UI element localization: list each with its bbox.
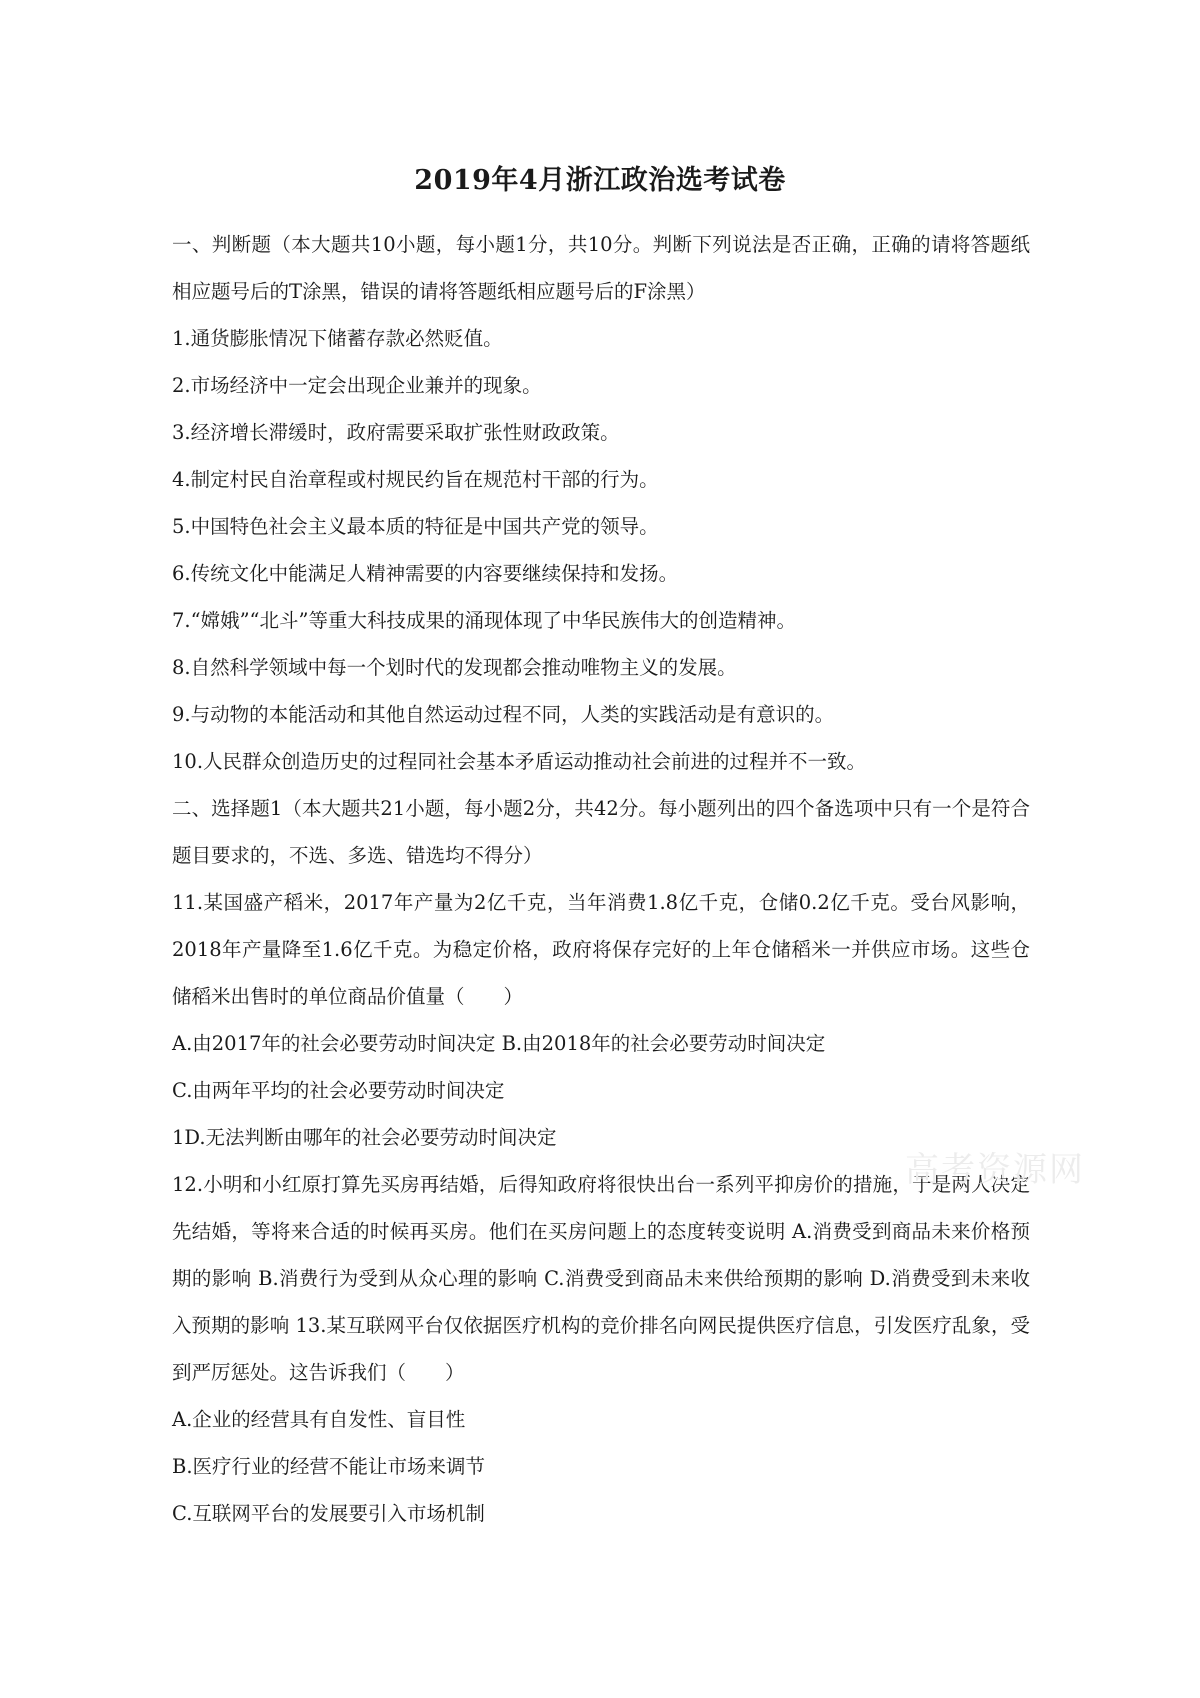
question-6: 6.传统文化中能满足人精神需要的内容要继续保持和发扬。: [172, 562, 679, 585]
watermark: 高考资源网: [905, 1150, 1085, 1190]
document-body: [172, 221, 1030, 1537]
question-2: 2.市场经济中一定会出现企业兼并的现象。: [172, 374, 542, 397]
section-2-heading: 二、选择题1（本大题共21小题，每小题2分，共42分。每小题列出的四个备选项中只有一个是符合题目要求的，不选、多选、错选均不得分）: [172, 797, 1030, 867]
section-1-heading: 一、判断题（本大题共10小题，每小题1分，共10分。判断下列说法是否正确，正确的请将答题纸相应题号后的T涂黑，错误的请将答题纸相应题号后的F涂黑）: [172, 233, 1030, 303]
question-11: 11.某国盛产稻米，2017年产量为2亿千克，当年消费1.8亿千克，仓储0.2亿千克。受台风影响，2018年产量降至1.6亿千克。为稳定价格，政府将保存完好的上年仓储稻米一并供应市场。这些仓储稻米出售时的单位商品价值量（ ）: [172, 891, 1030, 1008]
question-4: 4.制定村民自治章程或村规民约旨在规范村干部的行为。: [172, 468, 659, 491]
question-13-option-c: C.互联网平台的发展要引入市场机制: [172, 1502, 485, 1525]
question-7: 7.“嫦娥”“北斗”等重大科技成果的涌现体现了中华民族伟大的创造精神。: [172, 609, 796, 632]
question-5: 5.中国特色社会主义最本质的特征是中国共产党的领导。: [172, 515, 659, 538]
question-11-option-d: 1D.无法判断由哪年的社会必要劳动时间决定: [172, 1126, 557, 1149]
question-13-option-b: B.医疗行业的经营不能让市场来调节: [172, 1455, 486, 1478]
question-1: 1.通货膨胀情况下储蓄存款必然贬值。: [172, 327, 503, 350]
question-9: 9.与动物的本能活动和其他自然运动过程不同，人类的实践活动是有意识的。: [172, 703, 835, 726]
question-12-13: 12.小明和小红原打算先买房再结婚，后得知政府将很快出台一系列平抑房价的措施，于是两人决定先结婚，等将来合适的时候再买房。他们在买房问题上的态度转变说明 A.消费受到商品未来价格预期的影响 B.消费行为受到从众心理的影响 C.消费受到商品未来供给预期的影响 D.消费受到未来收入预期的影响 13.某互联网平台仅依据医疗机构的竞价排名向网民提供医疗信息，引发医疗乱象，受到严厉惩处。这告诉我们（ ）: [172, 1173, 1030, 1384]
question-11-options-ab: A.由2017年的社会必要劳动时间决定 B.由2018年的社会必要劳动时间决定: [172, 1032, 826, 1055]
question-10: 10.人民群众创造历史的过程同社会基本矛盾运动推动社会前进的过程并不一致。: [172, 750, 867, 773]
question-3: 3.经济增长滞缓时，政府需要采取扩张性财政政策。: [172, 421, 620, 444]
question-8: 8.自然科学领域中每一个划时代的发现都会推动唯物主义的发展。: [172, 656, 737, 679]
question-13-option-a: A.企业的经营具有自发性、盲目性: [172, 1408, 466, 1431]
question-11-option-c: C.由两年平均的社会必要劳动时间决定: [172, 1079, 505, 1102]
document-title: 2019年4月浙江政治选考试卷: [414, 165, 786, 196]
